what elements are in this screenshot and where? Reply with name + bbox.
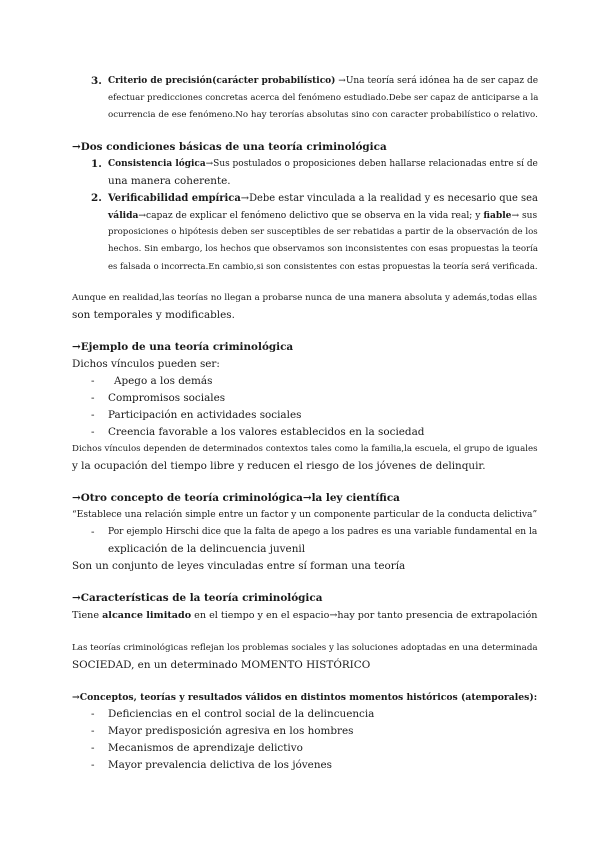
list-item: Deficiencias en el control social de la delincuencia [108,708,375,720]
fiable-term: fiable [483,210,512,221]
ejemplo-after-line-1: Dichos vínculos dependen de determinados contextos tales como la familia,la escuela, el grupo de iguales [72,444,538,454]
list-bullet: - [91,526,95,538]
condition-2-line-2 [108,207,537,225]
otro-item-line-1: Por ejemplo Hirschi dice que la falta de apego a los padres es una variable fundamental en la [108,527,538,537]
list-bullet: - [91,725,95,737]
list-item: Apego a los demás [114,375,213,387]
list-bullet: - [91,708,95,720]
condition-2-rest: →Debe estar vinculada a la realidad y es necesario que sea [240,193,538,204]
valida-term: válida [108,210,139,221]
ejemplo-after-line-2: y la ocupación del tiempo libre y reducen el riesgo de los jóvenes de delinquir. [72,460,486,472]
valida-rest: →capaz de explicar el fenómeno delictivo que se observa en la vida real; y [138,211,481,221]
condition-2-line-3: proposiciones o hipótesis deben ser susceptibles de ser rebatidas a partir de la observación de los [108,227,538,237]
list-item: Mecanismos de aprendizaje delictivo [108,742,303,754]
list-item: Compromisos sociales [108,392,226,404]
precision-line-3: ocurrencia de ese fenómeno.No hay terorías absolutas sino con caracter probabilístico o relativo. [108,110,538,120]
conditions-heading: →Dos condiciones básicas de una teoría criminológica [72,141,387,153]
list-number-3: 3. [91,75,102,87]
otro-closing: Son un conjunto de leyes vinculadas entre sí forman una teoría [72,560,406,572]
conceptos-heading: →Conceptos, teorías y resultados válidos en distintos momentos históricos (atemporales): [72,692,538,703]
list-number-2: 2. [91,192,102,204]
caracteristicas-suffix: en el tiempo y en el espacio→hay por tanto presencia de extrapolación [194,610,538,621]
caracteristicas-heading: →Características de la teoría criminológica [72,592,323,604]
list-bullet: - [91,409,95,421]
list-item: Participación en actividades sociales [108,409,302,421]
aunque-line-1: Aunque en realidad,las teorías no llegan a probarse nunca de una manera absoluta y además,todas ellas [72,293,538,303]
caracteristicas-line [72,607,537,624]
condition-2-line-5: es falsada o incorrecta.En cambio,si son consistentes con estas propuestas la teoría será verificada. [108,261,538,271]
list-bullet: - [91,426,95,438]
precision-line-2: efectuar predicciones concretas acerca del fenómeno estudiado.Debe ser capaz de anticiparse a la [108,93,539,103]
precision-line-1 [108,73,538,90]
precision-term: Criterio de precisión(carácter probabilístico) [108,76,336,86]
condition-1-line-1 [108,156,538,173]
condition-1-rest: →Sus postulados o proposiciones deben hallarse relacionadas entre sí de [205,159,538,169]
list-number-1: 1. [91,158,102,170]
list-item: Mayor prevalencia delictiva de los jóvenes [108,759,332,771]
otro-heading: →Otro concepto de teoría criminológica→la ley científica [72,492,400,504]
precision-line1-rest: →Una teoría será idónea ha de ser capaz de [338,76,539,86]
aunque-line-2: son temporales y modificables. [72,309,235,321]
ejemplo-heading: →Ejemplo de una teoría criminológica [72,341,294,353]
caracteristicas-bold: alcance limitado [102,610,192,621]
list-bullet: - [91,742,95,754]
condition-2-line-1 [108,190,538,207]
otro-item-line-2: explicación de la delincuencia juvenil [108,543,306,555]
fiable-rest: → sus [511,211,538,221]
list-item: Creencia favorable a los valores establecidos en la sociedad [108,426,425,438]
reflejan-line-1: Las teorías criminológicas reflejan los problemas sociales y las soluciones adoptadas en una determinada [72,643,538,653]
ejemplo-intro: Dichos vínculos pueden ser: [72,358,220,370]
list-item: Mayor predisposición agresiva en los hombres [108,725,354,737]
list-bullet: - [91,375,95,387]
condition-2-line-4: hechos. Sin embargo, los hechos que observamos son inconsistentes con esas propuestas la teoría [108,244,539,254]
condition-2-term: Verificabilidad empírica [108,193,241,204]
list-bullet: - [91,759,95,771]
list-bullet: - [91,392,95,404]
condition-1-term: Consistencia lógica [108,159,206,169]
otro-quote: “Establece una relación simple entre un factor y un componente particular de la conducta delictiva” [72,510,538,520]
caracteristicas-prefix: Tiene [72,610,100,621]
reflejan-line-2: SOCIEDAD, en un determinado MOMENTO HISTÓRICO [72,659,371,671]
condition-1-line-2: una manera coherente. [108,175,231,187]
